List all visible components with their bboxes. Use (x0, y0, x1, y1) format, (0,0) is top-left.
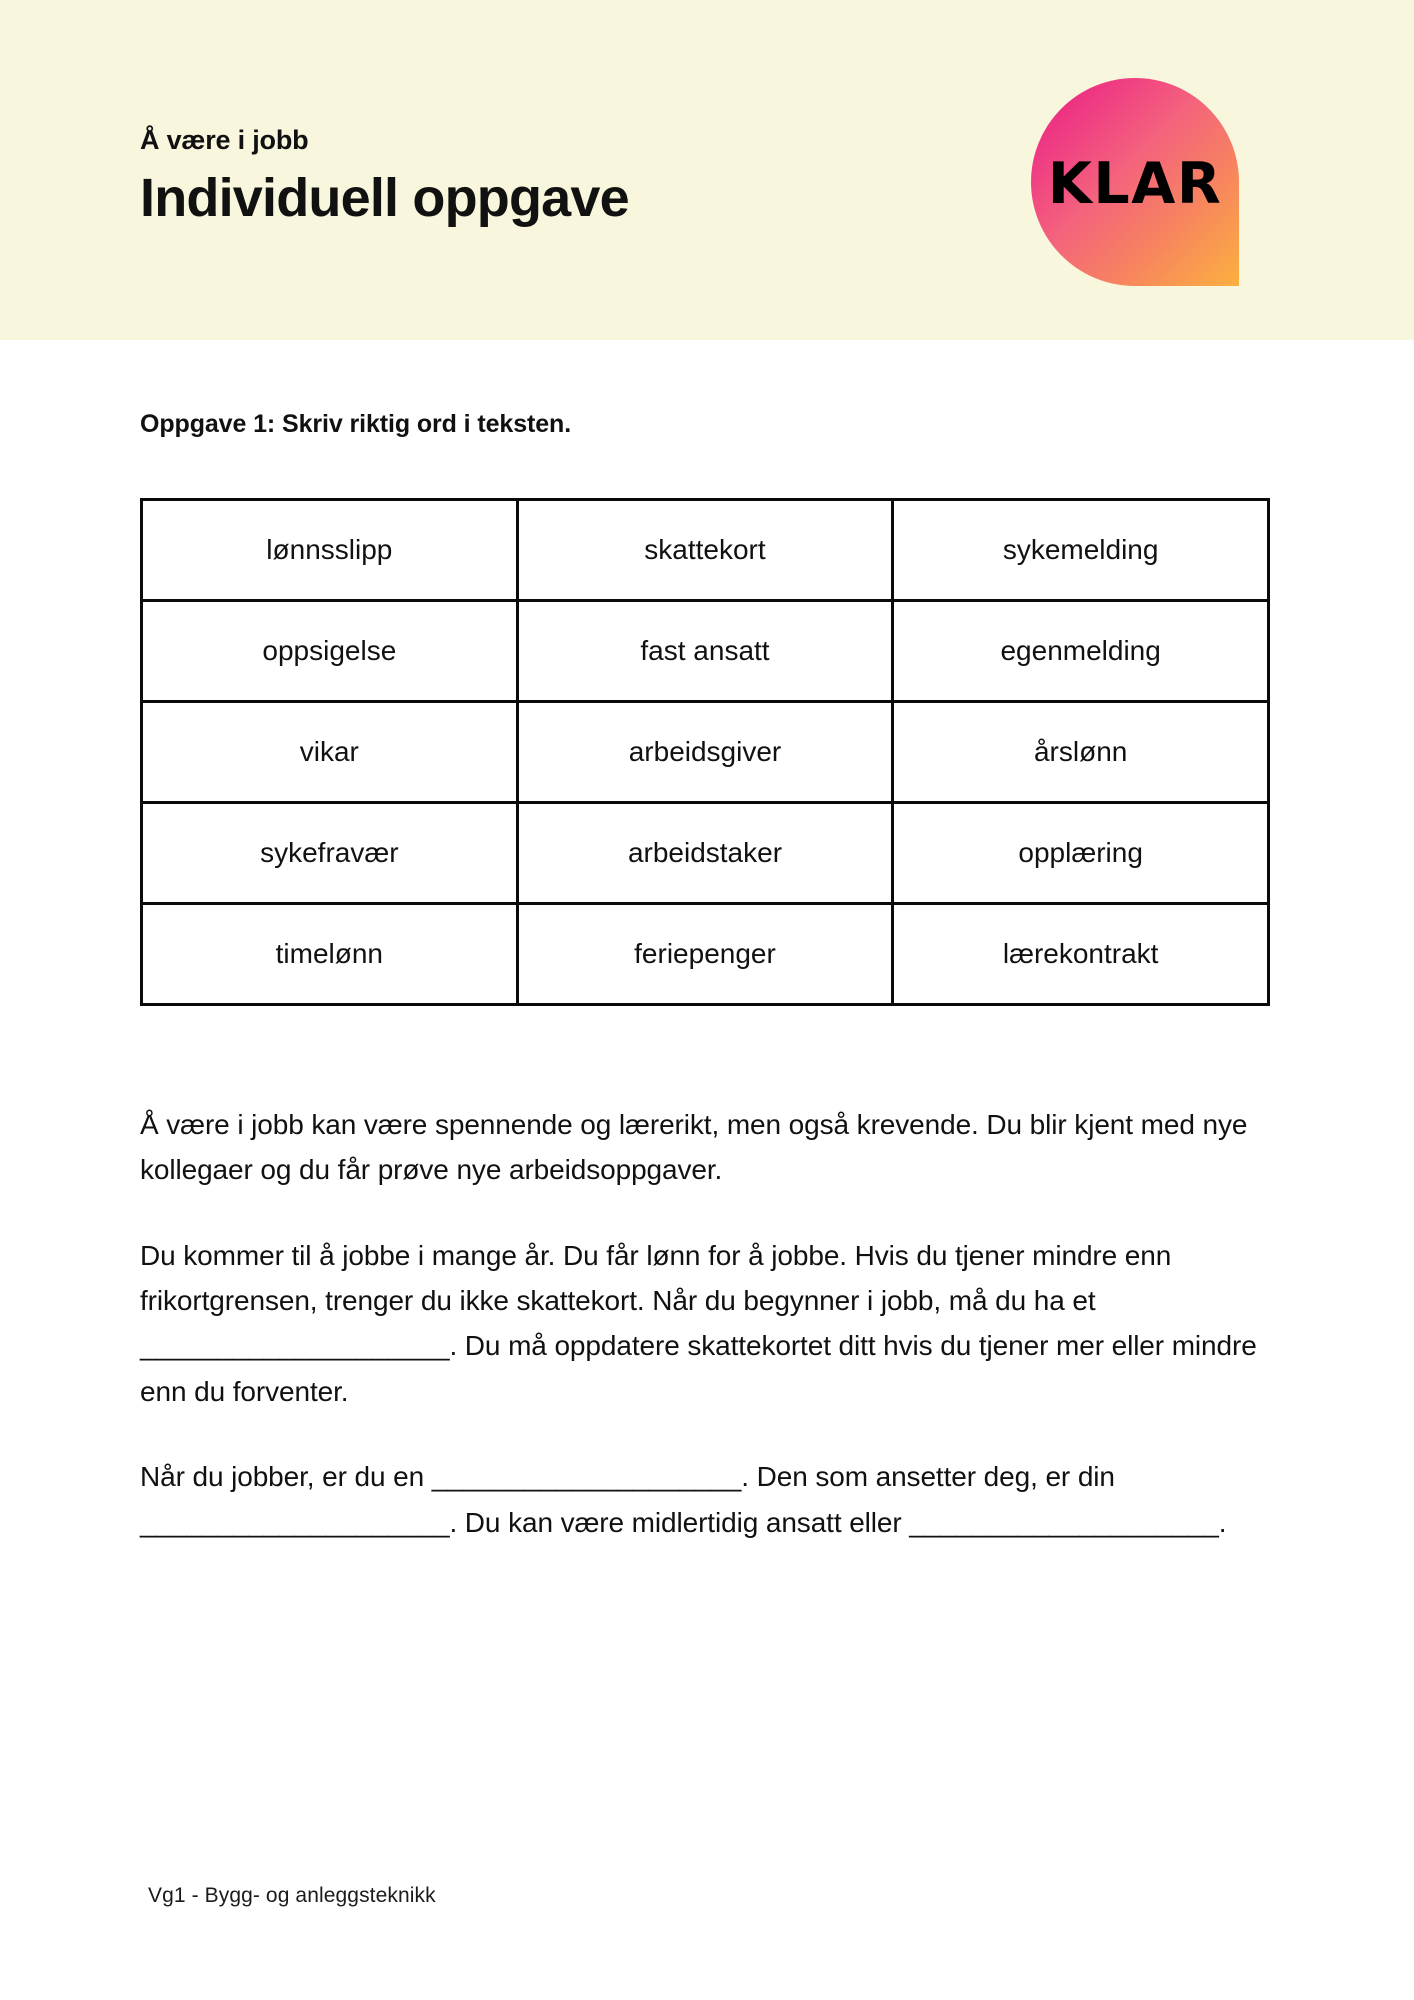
word-cell: lønnsslipp (142, 500, 518, 601)
word-bank-body (142, 500, 1269, 1005)
page-title: Individuell oppgave (140, 167, 629, 228)
word-cell: arbeidstaker (517, 803, 893, 904)
page-header-band (0, 0, 1414, 340)
word-cell: opplæring (893, 803, 1269, 904)
word-cell: oppsigelse (142, 601, 518, 702)
word-cell: fast ansatt (517, 601, 893, 702)
paragraph-2: Du kommer til å jobbe i mange år. Du får lønn for å jobbe. Hvis du tjener mindre enn frikortgrensen, trenger du ikke skattekort. Når du begynner i jobb, må du ha et ____________________. Du må oppdatere skattekortet ditt hvis du tjener mer eller mindre enn du forventer. (140, 1239, 1257, 1407)
klar-logo-text: KLAR (1047, 150, 1223, 217)
word-cell: arbeidsgiver (517, 702, 893, 803)
exercise-text (140, 1102, 1275, 1545)
table-row (142, 904, 1269, 1005)
task-heading: Oppgave 1: Skriv riktig ord i teksten. (140, 410, 572, 438)
klar-logo (1031, 78, 1239, 286)
page-footer: Vg1 - Bygg- og anleggsteknikk (148, 1884, 436, 1907)
word-cell: timelønn (142, 904, 518, 1005)
word-cell: lærekontrakt (893, 904, 1269, 1005)
header-eyebrow: Å være i jobb (140, 125, 309, 155)
word-cell: feriepenger (517, 904, 893, 1005)
word-cell: sykemelding (893, 500, 1269, 601)
header-title-group (140, 126, 629, 226)
table-row (142, 601, 1269, 702)
word-bank-table (140, 498, 1270, 1006)
word-cell: vikar (142, 702, 518, 803)
table-row (142, 702, 1269, 803)
paragraph-3: Når du jobber, er du en ____________________. Den som ansetter deg, er din ____________________. Du kan være midlertidig ansatt eller ____________________. (140, 1461, 1227, 1538)
word-cell: egenmelding (893, 601, 1269, 702)
paragraph-1: Å være i jobb kan være spennende og lærerikt, men også krevende. Du blir kjent med nye kollegaer og du får prøve nye arbeidsoppgaver. (140, 1109, 1248, 1186)
table-row (142, 500, 1269, 601)
table-row (142, 803, 1269, 904)
word-cell: årslønn (893, 702, 1269, 803)
word-cell: skattekort (517, 500, 893, 601)
word-cell: sykefravær (142, 803, 518, 904)
